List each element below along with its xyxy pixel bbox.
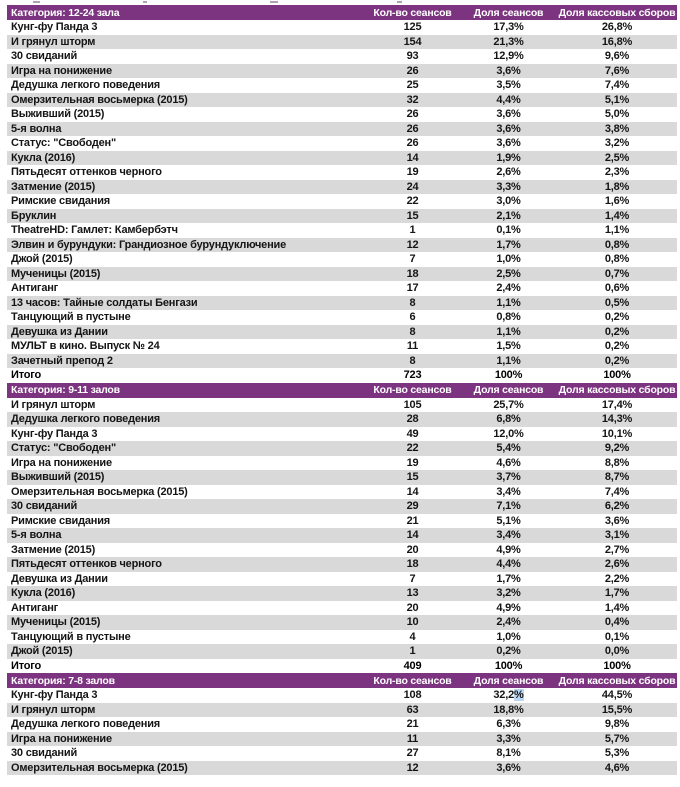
cell-title: Игра на понижение xyxy=(11,64,112,77)
cell-box-office-share: 6,2% xyxy=(604,500,630,513)
table-row xyxy=(7,78,677,93)
cell-title: Статус: "Свободен" xyxy=(11,442,117,455)
column-header-sessions-share: Доля сеансов xyxy=(473,6,544,19)
total-row xyxy=(7,659,677,674)
table-row xyxy=(7,107,677,122)
cell-title: И грянул шторм xyxy=(11,35,96,48)
cell-title: Зачетный препод 2 xyxy=(11,354,113,367)
cell-title: Итого xyxy=(11,369,42,382)
cell-sessions-share: 3,3% xyxy=(496,732,521,745)
cell-sessions: 15 xyxy=(406,209,419,222)
cell-box-office-share: 3,1% xyxy=(604,529,630,542)
table-row xyxy=(7,296,677,311)
table-row xyxy=(7,732,677,747)
cell-sessions: 22 xyxy=(406,442,419,455)
cell-sessions-share: 0,8% xyxy=(496,311,521,324)
cell-sessions-share: 2,6% xyxy=(496,166,521,179)
table-row xyxy=(7,499,677,514)
table-row xyxy=(7,630,677,645)
cell-sessions-share: 100% xyxy=(494,659,523,672)
cell-box-office-share: 1,4% xyxy=(604,209,630,222)
cell-title: Танцующий в пустыне xyxy=(11,630,131,643)
cell-sessions-share: 3,6% xyxy=(496,64,521,77)
cell-sessions-share: 3,6% xyxy=(496,108,521,121)
cell-sessions-share: 2,4% xyxy=(496,282,521,295)
cell-title: Итого xyxy=(11,659,42,672)
cell-sessions: 11 xyxy=(406,340,419,353)
cell-box-office-share: 0,2% xyxy=(604,354,630,367)
cell-title: Девушка из Дании xyxy=(11,325,108,338)
table-row xyxy=(7,223,677,238)
cell-sessions-share: 2,4% xyxy=(496,616,521,629)
cell-box-office-share: 0,2% xyxy=(604,340,630,353)
cell-title: Антиганг xyxy=(11,282,59,295)
table-row xyxy=(7,441,677,456)
cell-box-office-share: 2,7% xyxy=(604,543,630,556)
cell-sessions: 29 xyxy=(406,500,419,513)
cell-sessions: 26 xyxy=(406,137,419,150)
cell-sessions: 8 xyxy=(409,325,416,338)
cell-sessions: 125 xyxy=(403,21,422,34)
cell-title: Дедушка легкого поведения xyxy=(11,413,161,426)
table-row xyxy=(7,310,677,325)
cell-sessions: 93 xyxy=(406,50,419,63)
cell-title: Статус: "Свободен" xyxy=(11,137,117,150)
table-row xyxy=(7,717,677,732)
cell-sessions-share: 0,1% xyxy=(496,224,521,237)
cell-sessions: 1 xyxy=(409,645,416,658)
cell-sessions: 25 xyxy=(406,79,419,92)
cell-box-office-share: 0,7% xyxy=(604,267,630,280)
cell-box-office-share: 14,3% xyxy=(601,413,633,426)
cropped-text-fragment xyxy=(270,1,278,3)
cell-sessions: 12 xyxy=(406,238,419,251)
table-row xyxy=(7,485,677,500)
cell-box-office-share: 17,4% xyxy=(601,398,633,411)
table-header-row xyxy=(7,383,677,398)
table-row xyxy=(7,194,677,209)
cell-sessions: 105 xyxy=(403,398,422,411)
table-row xyxy=(7,267,677,282)
cell-box-office-share: 5,7% xyxy=(604,732,630,745)
cell-sessions-share: 1,0% xyxy=(496,630,521,643)
cell-sessions-share: 1,9% xyxy=(496,151,521,164)
cell-sessions: 409 xyxy=(403,659,422,672)
cell-title: Кунг-фу Панда 3 xyxy=(11,21,98,34)
cell-sessions: 18 xyxy=(406,267,419,280)
cell-sessions-share: 4,4% xyxy=(496,558,521,571)
cell-sessions-share: 0,2% xyxy=(496,645,521,658)
cell-title: Элвин и бурундуки: Грандиозное бурундуключение xyxy=(11,238,287,251)
cell-sessions: 27 xyxy=(406,747,419,760)
cell-sessions: 6 xyxy=(409,311,416,324)
cell-sessions: 11 xyxy=(406,732,419,745)
cell-sessions: 14 xyxy=(406,151,419,164)
cell-sessions-share: 4,9% xyxy=(496,543,521,556)
cell-title: 30 свиданий xyxy=(11,747,78,760)
cell-sessions: 21 xyxy=(406,718,419,731)
cell-sessions: 10 xyxy=(406,616,419,629)
cell-box-office-share: 44,5% xyxy=(601,689,633,702)
cell-box-office-share: 0,6% xyxy=(604,282,630,295)
cell-box-office-share: 1,7% xyxy=(604,587,630,600)
cell-sessions: 22 xyxy=(406,195,419,208)
cell-sessions-share: 1,0% xyxy=(496,253,521,266)
table-row xyxy=(7,412,677,427)
table-row xyxy=(7,354,677,369)
table-row xyxy=(7,543,677,558)
cell-box-office-share: 7,4% xyxy=(604,485,630,498)
cell-sessions-share: 25,7% xyxy=(493,398,524,411)
cell-sessions: 32 xyxy=(406,93,419,106)
cell-title: Затмение (2015) xyxy=(11,180,96,193)
cell-sessions-share: 1,1% xyxy=(496,296,521,309)
cell-sessions-share: 3,7% xyxy=(496,471,521,484)
cell-box-office-share: 0,8% xyxy=(604,253,630,266)
cell-sessions-share: 3,4% xyxy=(496,485,521,498)
cell-title: Пятьдесят оттенков черного xyxy=(11,166,162,179)
table-row xyxy=(7,165,677,180)
cell-sessions: 26 xyxy=(406,64,419,77)
cell-sessions: 26 xyxy=(406,108,419,121)
cell-sessions-share: 4,6% xyxy=(496,456,521,469)
cell-title: Дедушка легкого поведения xyxy=(11,718,161,731)
cell-sessions: 19 xyxy=(406,456,419,469)
cell-box-office-share: 10,1% xyxy=(601,427,633,440)
cell-sessions-share: 6,3% xyxy=(496,718,521,731)
cell-box-office-share: 1,8% xyxy=(604,180,630,193)
cell-box-office-share: 2,5% xyxy=(604,151,630,164)
table-header-row xyxy=(7,673,677,688)
column-header-box-office-share: Доля кассовых сборов xyxy=(558,6,676,19)
cell-title: Танцующий в пустыне xyxy=(11,311,131,324)
table-row xyxy=(7,93,677,108)
cell-box-office-share: 1,4% xyxy=(604,601,630,614)
cell-title: 30 свиданий xyxy=(11,500,78,513)
cell-sessions-share: 1,7% xyxy=(496,238,521,251)
cell-box-office-share: 0,1% xyxy=(604,630,630,643)
cell-sessions-share: 3,5% xyxy=(496,79,521,92)
table-row xyxy=(7,601,677,616)
cell-box-office-share: 0,2% xyxy=(604,311,630,324)
cell-box-office-share: 5,3% xyxy=(604,747,630,760)
cell-sessions-share: 8,1% xyxy=(496,747,521,760)
cell-box-office-share: 9,8% xyxy=(604,718,630,731)
cell-sessions: 12 xyxy=(406,761,419,774)
cell-sessions: 19 xyxy=(406,166,419,179)
cell-text: 32,2 xyxy=(493,689,514,702)
cell-sessions-share: 5,1% xyxy=(496,514,521,527)
category-table xyxy=(7,383,677,674)
table-row xyxy=(7,209,677,224)
cell-sessions-share: 1,1% xyxy=(496,354,521,367)
category-table xyxy=(7,673,677,775)
cell-box-office-share: 0,5% xyxy=(604,296,630,309)
cell-sessions: 7 xyxy=(409,253,416,266)
category-table xyxy=(7,5,677,383)
cell-title: Игра на понижение xyxy=(11,456,112,469)
cell-title: TheatreHD: Гамлет: Камбербэтч xyxy=(11,224,178,237)
cell-title: Римские свидания xyxy=(11,195,111,208)
cell-box-office-share: 5,0% xyxy=(604,108,630,121)
cell-title: Затмение (2015) xyxy=(11,543,96,556)
cell-sessions: 28 xyxy=(406,413,419,426)
cell-title: Выживший (2015) xyxy=(11,471,105,484)
cell-box-office-share: 3,6% xyxy=(604,514,630,527)
cell-title: Кунг-фу Панда 3 xyxy=(11,427,98,440)
cell-title: Римские свидания xyxy=(11,514,111,527)
table-row xyxy=(7,528,677,543)
cell-title: 30 свиданий xyxy=(11,50,78,63)
cell-sessions-share: 4,9% xyxy=(496,601,521,614)
cell-sessions: 1 xyxy=(409,224,416,237)
category-label: Категория: 7-8 залов xyxy=(11,674,115,687)
cell-title: Омерзительная восьмерка (2015) xyxy=(11,485,188,498)
cell-box-office-share: 100% xyxy=(603,369,631,382)
cell-box-office-share: 3,8% xyxy=(604,122,630,135)
table-row xyxy=(7,615,677,630)
table-row xyxy=(7,339,677,354)
cell-sessions: 8 xyxy=(409,354,416,367)
cell-sessions: 108 xyxy=(403,689,422,702)
cell-sessions-share: 2,1% xyxy=(496,209,521,222)
table-row xyxy=(7,122,677,137)
table-row xyxy=(7,703,677,718)
cell-box-office-share: 9,6% xyxy=(604,50,630,63)
cell-sessions-share: 3,6% xyxy=(496,761,521,774)
cell-sessions: 7 xyxy=(409,572,416,585)
cell-sessions-share: 4,4% xyxy=(496,93,521,106)
cropped-text-fragment xyxy=(397,1,402,3)
table-row xyxy=(7,470,677,485)
column-header-sessions-share: Доля сеансов xyxy=(473,384,544,396)
cell-title: Кунг-фу Панда 3 xyxy=(11,689,98,702)
cell-sessions: 24 xyxy=(406,180,419,193)
table-rows xyxy=(7,688,677,775)
cell-sessions-share: 2,5% xyxy=(496,267,521,280)
cell-sessions-share: 1,5% xyxy=(496,340,521,353)
cell-box-office-share: 1,1% xyxy=(604,224,630,237)
cell-box-office-share: 2,2% xyxy=(604,572,630,585)
cell-sessions-share: 3,6% xyxy=(496,137,521,150)
cell-title: МУЛЬТ в кино. Выпуск № 24 xyxy=(11,340,160,353)
cell-sessions-share: 3,4% xyxy=(496,529,521,542)
cell-sessions: 20 xyxy=(406,601,419,614)
cell-sessions-share: 1,1% xyxy=(496,325,521,338)
table-row xyxy=(7,252,677,267)
cell-sessions-share: 3,2% xyxy=(496,587,521,600)
table-row xyxy=(7,281,677,296)
table-row xyxy=(7,688,677,703)
cell-box-office-share: 8,8% xyxy=(604,456,630,469)
cell-sessions-share: 3,6% xyxy=(496,122,521,135)
cell-title: 13 часов: Тайные солдаты Бенгази xyxy=(11,296,198,309)
cell-title: Бруклин xyxy=(11,209,57,222)
cell-title: 5-я волна xyxy=(11,122,62,135)
table-row xyxy=(7,136,677,151)
cell-title: Антиганг xyxy=(11,601,59,614)
table-row xyxy=(7,64,677,79)
cell-box-office-share: 5,1% xyxy=(604,93,630,106)
cell-box-office-share: 0,8% xyxy=(604,238,630,251)
cell-sessions-share: 12,9% xyxy=(493,50,524,63)
cell-box-office-share: 1,6% xyxy=(604,195,630,208)
cell-sessions-share xyxy=(460,689,557,701)
cell-sessions-share: 100% xyxy=(494,369,523,382)
column-header-box-office-share: Доля кассовых сборов xyxy=(558,674,676,687)
table-row xyxy=(7,49,677,64)
table-row xyxy=(7,572,677,587)
cell-sessions: 154 xyxy=(403,35,422,48)
total-row xyxy=(7,368,677,383)
cell-box-office-share: 7,6% xyxy=(604,64,630,77)
table-row xyxy=(7,456,677,471)
cell-title: Выживший (2015) xyxy=(11,108,105,121)
cell-box-office-share: 0,2% xyxy=(604,325,630,338)
cell-sessions: 723 xyxy=(403,369,422,382)
table-row xyxy=(7,398,677,413)
category-label: Категория: 12-24 зала xyxy=(11,6,120,19)
cell-sessions: 14 xyxy=(406,485,419,498)
cell-sessions: 49 xyxy=(406,427,419,440)
cell-box-office-share: 15,5% xyxy=(601,703,633,716)
cell-title: Омерзительная восьмерка (2015) xyxy=(11,761,188,774)
cell-box-office-share: 9,2% xyxy=(604,442,630,455)
cell-title: Мученицы (2015) xyxy=(11,267,101,280)
cell-title: Игра на понижение xyxy=(11,732,112,745)
cell-sessions-share: 1,7% xyxy=(496,572,521,585)
cell-title: Девушка из Дании xyxy=(11,572,108,585)
cell-sessions-share: 12,0% xyxy=(493,427,524,440)
cell-sessions: 17 xyxy=(406,282,419,295)
cell-title: Дедушка легкого поведения xyxy=(11,79,161,92)
cell-sessions: 15 xyxy=(406,471,419,484)
cell-sessions: 14 xyxy=(406,529,419,542)
column-header-sessions-count: Кол-во сеансов xyxy=(373,674,452,687)
cell-box-office-share: 0,4% xyxy=(604,616,630,629)
cell-box-office-share: 0,0% xyxy=(604,645,630,658)
table-row xyxy=(7,35,677,50)
cell-title: Кукла (2016) xyxy=(11,587,76,600)
table-row xyxy=(7,427,677,442)
cell-title: Омерзительная восьмерка (2015) xyxy=(11,93,188,106)
cell-box-office-share: 3,2% xyxy=(604,137,630,150)
cropped-text-fragment xyxy=(143,1,147,3)
cell-title: Кукла (2016) xyxy=(11,151,76,164)
cell-title: Джой (2015) xyxy=(11,645,73,658)
cell-box-office-share: 16,8% xyxy=(601,35,633,48)
cell-box-office-share: 4,6% xyxy=(604,761,630,774)
cell-sessions: 13 xyxy=(406,587,419,600)
table-row xyxy=(7,325,677,340)
table-header-row xyxy=(7,5,677,20)
table-row xyxy=(7,586,677,601)
table-row xyxy=(7,238,677,253)
cell-sessions-share: 18,8% xyxy=(493,703,524,716)
cell-box-office-share: 2,3% xyxy=(604,166,630,179)
cell-sessions: 63 xyxy=(406,703,419,716)
cell-title: И грянул шторм xyxy=(11,398,96,411)
table-row xyxy=(7,151,677,166)
cell-sessions: 8 xyxy=(409,296,416,309)
cell-title: И грянул шторм xyxy=(11,703,96,716)
cell-box-office-share: 2,6% xyxy=(604,558,630,571)
cell-sessions-share: 3,3% xyxy=(496,180,521,193)
column-header-box-office-share: Доля кассовых сборов xyxy=(558,384,676,396)
selected-text: % xyxy=(514,689,524,702)
table-row xyxy=(7,644,677,659)
cell-box-office-share: 100% xyxy=(603,659,631,672)
cropped-text-fragment xyxy=(33,1,40,3)
table-row xyxy=(7,20,677,35)
table-row xyxy=(7,180,677,195)
cell-sessions-share: 17,3% xyxy=(493,21,524,34)
cell-sessions: 4 xyxy=(409,630,416,643)
cell-sessions-share: 6,8% xyxy=(496,413,521,426)
cell-box-office-share: 8,7% xyxy=(604,471,630,484)
cell-box-office-share: 7,4% xyxy=(604,79,630,92)
table-row xyxy=(7,514,677,529)
cell-sessions-share: 7,1% xyxy=(496,500,521,513)
column-header-sessions-count: Кол-во сеансов xyxy=(373,6,452,19)
cell-sessions: 18 xyxy=(406,558,419,571)
cell-title: Мученицы (2015) xyxy=(11,616,101,629)
column-header-sessions-share: Доля сеансов xyxy=(473,674,544,687)
cell-sessions: 21 xyxy=(406,514,419,527)
category-label: Категория: 9-11 залов xyxy=(11,384,120,396)
cell-box-office-share: 26,8% xyxy=(601,21,633,34)
table-row xyxy=(7,761,677,776)
table-rows xyxy=(7,20,677,383)
cell-title: 5-я волна xyxy=(11,529,62,542)
cell-sessions-share: 5,4% xyxy=(496,442,521,455)
table-row xyxy=(7,557,677,572)
table-row xyxy=(7,746,677,761)
column-header-sessions-count: Кол-во сеансов xyxy=(373,384,452,396)
table-rows xyxy=(7,398,677,674)
cell-title: Пятьдесят оттенков черного xyxy=(11,558,162,571)
cell-sessions: 26 xyxy=(406,122,419,135)
cell-sessions: 20 xyxy=(406,543,419,556)
cell-title: Джой (2015) xyxy=(11,253,73,266)
cell-sessions-share: 21,3% xyxy=(493,35,524,48)
report xyxy=(7,5,677,775)
cell-sessions-share: 3,0% xyxy=(496,195,521,208)
